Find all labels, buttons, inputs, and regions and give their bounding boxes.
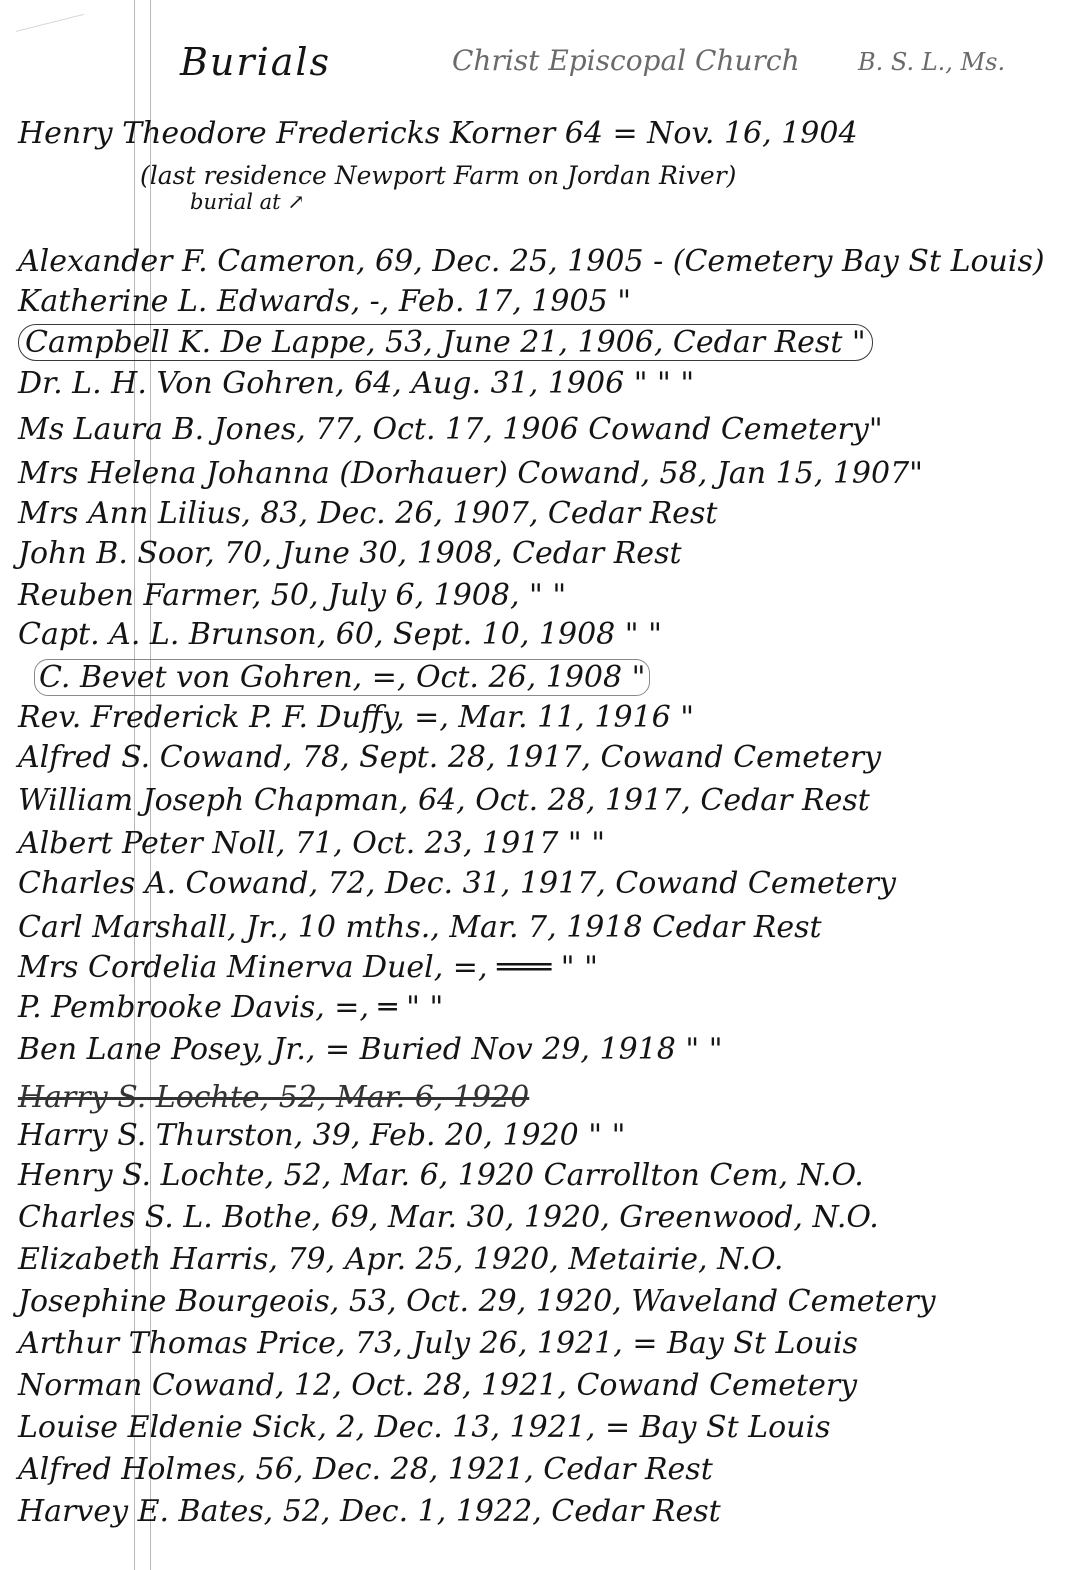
burial-entry: Ben Lane Posey, Jr., = Buried Nov 29, 1918 " " [18,1032,723,1067]
burial-entry-korner: Henry Theodore Fredericks Korner 64 = Nov. 16, 1904 [18,116,858,151]
church-location: B. S. L., Ms. [858,48,1006,76]
burial-entry: Capt. A. L. Brunson, 60, Sept. 10, 1908 " " [18,617,662,652]
burial-entry: Dr. L. H. Von Gohren, 64, Aug. 31, 1906 " " " [18,366,695,401]
burial-entry: Henry S. Lochte, 52, Mar. 6, 1920 Carrollton Cem, N.O. [18,1158,864,1193]
burial-entry: P. Pembrooke Davis, =, ═ " " [18,990,444,1025]
burial-entry-circled [34,660,1042,696]
burial-entry: Alfred S. Cowand, 78, Sept. 28, 1917, Cowand Cemetery [18,740,882,775]
burial-entry: Harvey E. Bates, 52, Dec. 1, 1922, Cedar Rest [18,1494,721,1529]
burial-entry: Charles S. L. Bothe, 69, Mar. 30, 1920, Greenwood, N.O. [18,1200,879,1235]
burial-entry: Harry S. Thurston, 39, Feb. 20, 1920 " " [18,1118,626,1153]
burial-entry: Arthur Thomas Price, 73, July 26, 1921, = Bay St Louis [18,1326,858,1361]
burial-entry-text: Campbell K. De Lappe, 53, June 21, 1906, Cedar Rest " [18,324,873,361]
burial-entry: William Joseph Chapman, 64, Oct. 28, 1917, Cedar Rest [18,783,870,818]
burial-entry: Norman Cowand, 12, Oct. 28, 1921, Cowand Cemetery [18,1368,858,1403]
burial-entry: Alfred Holmes, 56, Dec. 28, 1921, Cedar Rest [18,1452,713,1487]
register-title: Burials [180,40,332,84]
burial-note-residence: (last residence Newport Farm on Jordan River) [140,161,737,190]
burial-entry: Katherine L. Edwards, -, Feb. 17, 1905 " [18,284,631,319]
burial-entry: Louise Eldenie Sick, 2, Dec. 13, 1921, = Bay St Louis [18,1410,831,1445]
burial-entry: John B. Soor, 70, June 30, 1908, Cedar Rest [18,536,682,571]
burial-entry: Reuben Farmer, 50, July 6, 1908, " " [18,578,567,613]
burial-entry: Ms Laura B. Jones, 77, Oct. 17, 1906 Cowand Cemetery" [18,412,883,447]
burial-entry: Josephine Bourgeois, 53, Oct. 29, 1920, Waveland Cemetery [18,1284,936,1319]
burial-entry: Mrs Ann Lilius, 83, Dec. 26, 1907, Cedar Rest [18,496,718,531]
burial-entry: Alexander F. Cameron, 69, Dec. 25, 1905 - (Cemetery Bay St Louis) [18,244,1045,279]
burial-entry: Albert Peter Noll, 71, Oct. 23, 1917 " " [18,826,606,861]
burial-entry-circled [18,325,1042,361]
burial-entry: Mrs Helena Johanna (Dorhauer) Cowand, 58, Jan 15, 1907" [18,456,923,491]
church-name: Christ Episcopal Church [452,44,800,77]
burial-entry: Carl Marshall, Jr., 10 mths., Mar. 7, 1918 Cedar Rest [18,910,822,945]
burial-entry-struck-out: Harry S. Lochte, 52, Mar. 6, 1920 [18,1080,530,1115]
burial-entry: Charles A. Cowand, 72, Dec. 31, 1917, Cowand Cemetery [18,866,896,901]
burial-entry-text: C. Bevet von Gohren, =, Oct. 26, 1908 " [34,659,650,696]
burial-entry: Rev. Frederick P. F. Duffy, =, Mar. 11, 1916 " [18,700,695,735]
burial-entry: Elizabeth Harris, 79, Apr. 25, 1920, Metairie, N.O. [18,1242,784,1277]
burial-note-location: burial at ↗ [190,190,305,214]
burial-entry: Mrs Cordelia Minerva Duel, =, ═══ " " [18,950,598,985]
